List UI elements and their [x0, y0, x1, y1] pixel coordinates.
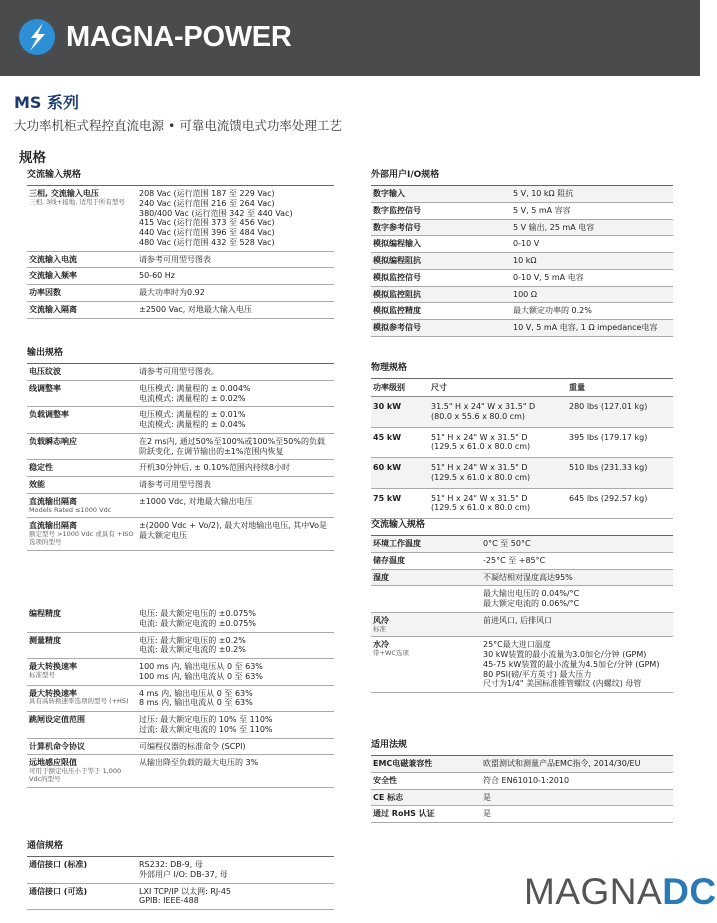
spec-row	[27, 434, 334, 461]
cell-wt: 645 lbs (292.57 kg)	[569, 493, 648, 503]
spec-label-text: 数字监控信号	[373, 205, 421, 215]
spec-label-text: 模拟监控信号	[373, 272, 421, 282]
spec-value: 4 ms 内, 输出电压从 0 至 63% 8 ms 内, 输出电流从 0 至 63%	[139, 688, 253, 708]
spec-row	[27, 633, 334, 660]
spec-value: 10 V, 5 mA 电容, 1 Ω impedance电容	[513, 323, 658, 332]
spec-label	[371, 236, 511, 252]
spec-label	[27, 884, 137, 910]
spec-label-note: 标准	[373, 624, 386, 633]
spec-label-text: 风冷	[373, 615, 389, 625]
io-section	[371, 167, 673, 337]
spec-label-text: 模拟监控阻抗	[373, 289, 421, 299]
spec-row	[371, 303, 673, 320]
spec-label	[27, 302, 137, 318]
spec-label-text: 计算机命令协议	[29, 741, 85, 751]
spec-value: 最大额定功率的 0.2%	[513, 306, 592, 316]
spec-label	[371, 553, 481, 569]
spec-row	[27, 381, 334, 408]
spec-label-text: 三相, 交流输入电压	[29, 189, 99, 198]
spec-row	[371, 236, 673, 253]
spec-value: 符合 EN61010-1:2010	[483, 775, 570, 785]
spec-value: 在2 ms内, 通过50%至100%或100%至50%的负载阶跃变化, 在调节输出的±1%范围内恢复	[139, 436, 325, 456]
cell-dim: 31.5" H x 24" W x 31.5" D (80.0 x 55.6 x 80.0 cm)	[431, 402, 536, 421]
spec-label	[27, 186, 137, 251]
spec-row	[27, 268, 334, 285]
spec-value: LXI TCP/IP 以太网: RJ-45 GPIB: IEEE-488	[139, 886, 232, 906]
spec-label	[27, 477, 137, 493]
spec-row	[371, 773, 673, 790]
spec-row	[371, 806, 673, 823]
spec-label-text: 储存温度	[373, 555, 405, 565]
cell-wt: 395 lbs (179.17 kg)	[569, 432, 648, 442]
spec-row	[27, 739, 334, 756]
spec-label	[27, 712, 137, 738]
spec-label	[27, 857, 137, 883]
spec-value: 208 Vac (运行范围 187 至 229 Vac) 240 Vac (运行范围 216 至 264 Vac) 380/400 Vac (运行范围 342 至 440 Vac) 415 Vac (运行范围 373 至 456 Vac) 440 Vac (运行范围 396 至 484 Vac) 480 Vac (运行范围 432 至 528 Vac)	[139, 189, 293, 247]
spec-label-text: 线调整率	[29, 383, 61, 393]
spec-row	[27, 494, 334, 519]
cell-wt: 280 lbs (127.01 kg)	[569, 402, 648, 411]
brand-dc: DC	[662, 871, 717, 912]
title-block	[14, 90, 342, 166]
spec-label	[371, 186, 511, 202]
spec-label-text: 直流输出隔离	[29, 521, 77, 531]
spec-value: 欧盟测试和测量产品EMC指令, 2014/30/EU	[483, 759, 641, 768]
spec-row	[371, 320, 673, 337]
spec-label-text: 效能	[29, 480, 45, 489]
cell-wt: 510 lbs (231.33 kg)	[569, 463, 648, 472]
spec-label	[371, 637, 481, 692]
spec-label-text: 模拟编程阻抗	[373, 256, 421, 265]
spec-value: 过压: 最大额定电压的 10% 至 110% 过流: 最大额定电流的 10% 至 110%	[139, 715, 273, 734]
spec-label-text: 测量精度	[29, 635, 61, 645]
spec-row	[371, 586, 673, 613]
spec-row	[371, 613, 673, 638]
regulation-section	[371, 737, 673, 823]
spec-row	[27, 686, 334, 713]
spec-value: RS232: DB-9, 母 外部用户 I/O: DB-37, 母	[139, 860, 228, 879]
lightning-logo-icon	[18, 18, 56, 56]
spec-label	[371, 220, 511, 236]
ac-input-section	[27, 167, 334, 319]
environment-section	[371, 517, 673, 693]
spec-label	[371, 790, 481, 806]
cell-dim: 51" H x 24" W x 31.5" D (129.5 x 61.0 x 80.0 cm)	[431, 432, 531, 452]
spec-label	[371, 320, 511, 336]
spec-label-note: 具有高转换速率选项的型号 (+HS)	[29, 697, 129, 706]
spec-label	[27, 659, 137, 685]
spec-label	[27, 494, 137, 518]
column-header: 重量	[569, 383, 585, 392]
spec-label-note: 三相, 3线+接地, 适用于所有型号	[29, 197, 125, 206]
spec-value: 5 V, 5 mA 容容	[513, 205, 571, 215]
spec-value: 0°C 至 50°C	[483, 539, 531, 548]
spec-value: 电压模式: 满量程的 ± 0.004% 电流模式: 满量程的 ± 0.02%	[139, 383, 251, 403]
series-subtitle: 大功率机柜式程控直流电源 • 可靠电流馈电式功率处理工艺	[14, 118, 342, 133]
spec-value: 开机30分钟后, ± 0.10%范围内持续8小时	[139, 463, 291, 473]
spec-value: 前进风口, 后排风口	[483, 615, 553, 625]
section-title: 交流输入规格	[371, 517, 673, 536]
spec-value: 100 Ω	[513, 289, 537, 299]
spec-label	[371, 806, 481, 822]
spec-label-text: 数字参考信号	[373, 222, 421, 232]
spec-row	[27, 755, 334, 787]
logo	[18, 18, 291, 56]
spec-label	[371, 756, 481, 772]
spec-value: 0-10 V, 5 mA 电容	[513, 272, 584, 282]
spec-row	[27, 407, 334, 434]
spec-label	[371, 303, 511, 319]
spec-row	[27, 518, 334, 550]
spec-label-text: 负载瞬态响应	[29, 436, 77, 446]
spec-row	[371, 203, 673, 220]
spec-value: 10 kΩ	[513, 256, 537, 265]
section-title: 适用法规	[371, 737, 673, 756]
spec-label-text: EMC电磁兼容性	[373, 759, 433, 768]
spec-label-text: 最大转换速率	[29, 688, 77, 698]
spec-label-text: 湿度	[373, 572, 389, 582]
spec-row	[27, 857, 334, 884]
spec-label-text: 稳定性	[29, 463, 53, 473]
spec-label	[27, 686, 137, 712]
spec-value: 电压: 最大额定电压的 ±0.075% 电流: 最大额定电流的 ±0.075%	[139, 609, 256, 628]
spec-label	[371, 570, 481, 586]
spec-label-text: 负载调整率	[29, 410, 69, 420]
column-header: 功率级别	[373, 383, 405, 392]
cell-power: 45 kW	[373, 432, 402, 442]
cell-power: 30 kW	[373, 402, 402, 411]
spec-label-text: 交流输入频率	[29, 271, 77, 281]
spec-value: 100 ms 内, 输出电压从 0 至 63% 100 ms 内, 输出电流从 0 至 63%	[139, 662, 263, 681]
spec-row	[371, 637, 673, 693]
spec-value: 是	[483, 792, 491, 802]
spec-row	[27, 460, 334, 477]
spec-label-text: 数字输入	[373, 189, 405, 198]
spec-label	[371, 613, 481, 637]
spec-label-text: 模拟编程输入	[373, 239, 421, 249]
spec-label	[371, 773, 481, 789]
spec-value: 5 V 输出, 25 mA 电容	[513, 222, 595, 232]
output-section	[27, 345, 334, 551]
cell-dim: 51" H x 24" W x 31.5" D (129.5 x 61.0 x 80.0 cm)	[431, 463, 531, 482]
spec-label-text: 水冷	[373, 640, 389, 650]
spec-label	[27, 460, 137, 476]
spec-value: 不凝结相对湿度高达95%	[483, 572, 573, 582]
spec-row	[371, 270, 673, 287]
spec-label	[27, 434, 137, 460]
spec-value: 电压模式: 满量程的 ± 0.01% 电流模式: 满量程的 ± 0.04%	[139, 410, 246, 429]
spec-value: 最大输出电压的 0.04%/°C 最大额定电流的 0.06%/°C	[483, 589, 580, 608]
brand-magna: MAGNA	[524, 871, 663, 912]
spec-label-text: 交流输入隔离	[29, 304, 77, 314]
table-row	[371, 489, 673, 520]
spec-label-text: 跳闸设定值范围	[29, 715, 85, 724]
physical-section	[371, 360, 673, 519]
spec-heading: 规格	[19, 150, 46, 166]
spec-row	[371, 756, 673, 773]
spec-label-note: 额定型号 >1000 Vdc 或具有 +ISO选项的型号	[29, 530, 134, 546]
table-row	[371, 397, 673, 428]
spec-label-text: 远地感应限值	[29, 758, 77, 768]
spec-label-note: 标准型号	[29, 670, 55, 679]
spec-label	[27, 252, 137, 268]
spec-label-text: 通信接口 (可选)	[29, 886, 88, 896]
spec-label	[27, 364, 137, 380]
spec-label-text: 功率因数	[29, 288, 61, 297]
spec-label	[27, 268, 137, 284]
section-title: 外部用户I/O规格	[371, 167, 673, 186]
spec-label-note: Models Rated ≤1000 Vdc	[29, 505, 112, 514]
spec-value: 请参考可用型号图表。	[139, 367, 219, 376]
spec-label-text: 通过 RoHS 认证	[373, 809, 435, 819]
spec-row	[371, 287, 673, 304]
spec-value: 请参考可用型号图表	[139, 480, 211, 489]
magnadc-brand	[524, 873, 717, 910]
spec-row	[27, 252, 334, 269]
communication-section	[27, 838, 334, 910]
spec-label	[27, 285, 137, 301]
spec-value: 请参考可用型号图表	[139, 254, 211, 264]
section-title: 交流输入规格	[27, 167, 334, 186]
spec-label-text: 安全性	[373, 775, 397, 785]
spec-value: 50-60 Hz	[139, 271, 176, 281]
spec-row	[371, 536, 673, 553]
spec-label-text: 模拟参考信号	[373, 323, 421, 332]
series-title: MS 系列	[14, 93, 80, 112]
cell-dim: 51" H x 24" W x 31.5" D (129.5 x 61.0 x 80.0 cm)	[431, 493, 531, 513]
spec-row	[371, 553, 673, 570]
spec-label-text: 模拟监控精度	[373, 306, 421, 316]
spec-value: 最大功率时为0.92	[139, 288, 205, 297]
spec-label	[371, 253, 511, 269]
spec-row	[27, 302, 334, 319]
spec-value: 可编程仪器的标准命令 (SCPI)	[139, 741, 246, 751]
column-header: 尺寸	[431, 383, 447, 392]
spec-label-text: 通信接口 (标准)	[29, 860, 88, 869]
cell-power: 75 kW	[373, 493, 402, 503]
spec-label-text: 交流输入电流	[29, 254, 77, 264]
section-title: 通信规格	[27, 838, 334, 857]
spec-label-text: 直流输出隔离	[29, 496, 77, 506]
spec-row	[371, 253, 673, 270]
spec-row	[371, 220, 673, 237]
spec-row	[371, 186, 673, 203]
spec-value: 从输出降至负载的最大电压的 3%	[139, 758, 259, 768]
spec-row	[27, 285, 334, 302]
spec-label-text: CE 标志	[373, 792, 404, 802]
spec-value: ±2500 Vac, 对地最大输入电压	[139, 304, 252, 314]
programming-section	[27, 606, 334, 788]
spec-label	[27, 407, 137, 433]
spec-row	[27, 364, 334, 381]
spec-row	[27, 659, 334, 686]
table-header	[371, 379, 673, 397]
table-row	[371, 428, 673, 459]
spec-label-note: 可用于额定电压小于等于 1,000 Vdc的型号	[29, 767, 122, 783]
cell-power: 60 kW	[373, 463, 402, 472]
logo-text: MAGNA-POWER	[66, 20, 292, 53]
spec-label-text: 最大转换速率	[29, 662, 77, 671]
spec-label-note: 带+WC选项	[373, 649, 409, 658]
spec-label-text: 编程精度	[29, 609, 61, 618]
table-row	[371, 458, 673, 489]
section-title: 物理规格	[371, 360, 673, 379]
spec-value: 电压: 最大额定电压的 ±0.2% 电流: 最大额定电流的 ±0.2%	[139, 635, 246, 655]
spec-row	[27, 186, 334, 252]
spec-label	[27, 381, 137, 407]
spec-value: 0-10 V	[513, 239, 540, 249]
spec-value: ±1000 Vdc, 对地最大输出电压	[139, 496, 253, 506]
header-bar	[0, 0, 700, 76]
spec-row	[27, 884, 334, 911]
spec-label	[27, 518, 137, 549]
spec-label	[27, 755, 137, 786]
spec-row	[27, 712, 334, 739]
spec-label	[27, 739, 137, 755]
spec-label	[371, 270, 511, 286]
spec-label	[27, 633, 137, 659]
spec-value: 25°C最大进口温度 30 kW装置的最小流量为3.0加仑/分钟 (GPM) 45-75 kW装置的最小流量为4.5加仑/分钟 (GPM) 80 PSI(磅/平方英寸) 最大压力 尺寸为1/4" 美国标准锥管螺纹 (内螺纹) 母管	[483, 640, 660, 689]
spec-label	[371, 203, 511, 219]
spec-label	[27, 606, 137, 632]
spec-label	[371, 287, 511, 303]
spec-value: ±(2000 Vdc + Vo/2), 最大对地输出电压, 其中Vo是最大额定电压	[139, 521, 328, 541]
spec-label	[371, 536, 481, 552]
spec-row	[27, 477, 334, 494]
spec-row	[371, 570, 673, 587]
spec-label-text: 电压纹波	[29, 367, 61, 376]
spec-row	[371, 790, 673, 807]
spec-label	[371, 586, 481, 612]
spec-value: 5 V, 10 kΩ 阻抗	[513, 189, 574, 198]
spec-label-text: 环境工作温度	[373, 539, 421, 548]
spec-value: -25°C 至 +85°C	[483, 555, 546, 565]
spec-value: 是	[483, 809, 491, 819]
section-title: 输出规格	[27, 345, 334, 364]
spec-row	[27, 606, 334, 633]
